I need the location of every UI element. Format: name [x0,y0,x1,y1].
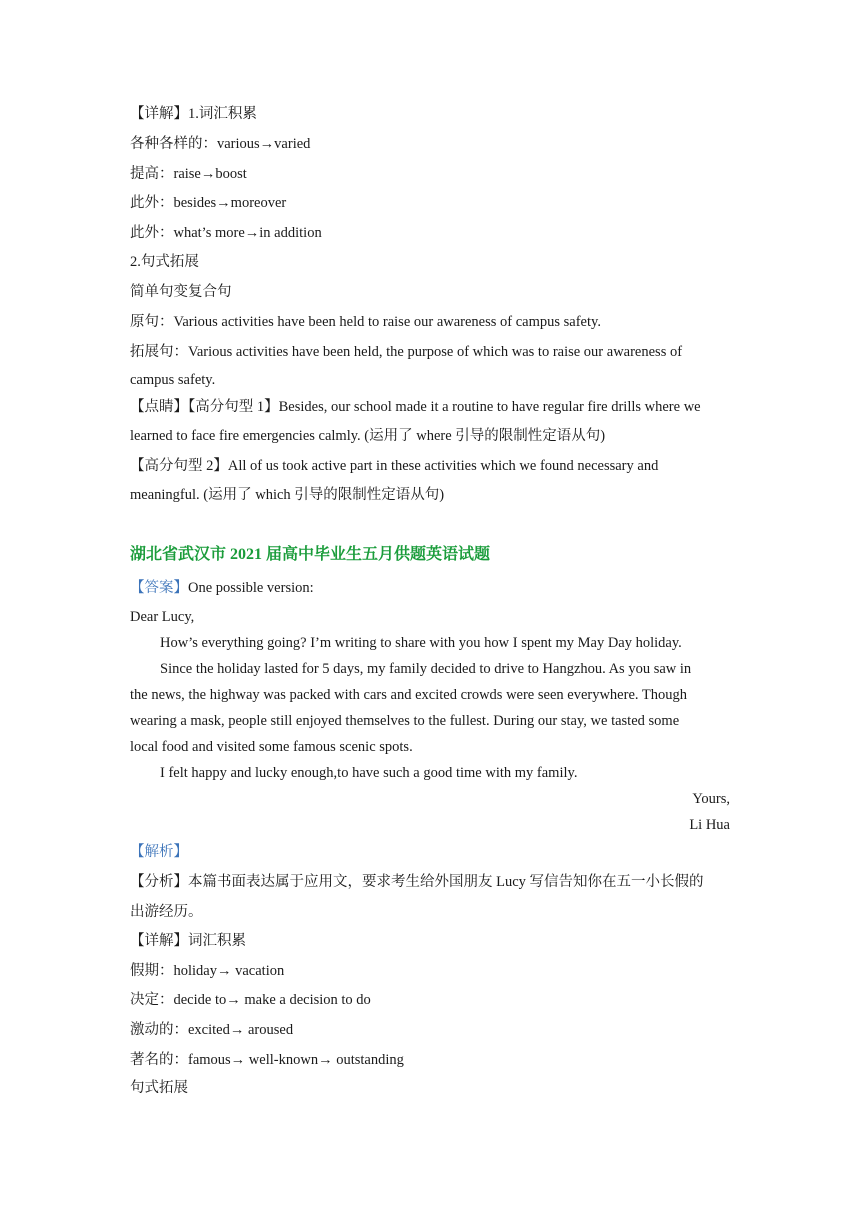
letter-paragraph-3: I felt happy and lucky enough,to have such a good time with my family. [160,765,578,781]
letter-paragraph-2-cont: local food and visited some famous scenic spots. [130,739,413,755]
detail-label: 【详解】1.词汇积累 [130,106,257,122]
extended-sentence: 拓展句：Various activities have been held, the purpose of which was to raise our awareness of [130,344,683,360]
sentence-heading: 2.句式拓展 [130,254,199,270]
highlight-sentence-2: 【高分句型 2】All of us took active part in these activities which we found necessary and [130,458,659,474]
extended-sentence-cont: campus safety. [130,372,216,388]
vocab-item: 此外：what’s more→in addition [130,225,322,241]
vocab-item: 提高：raise→boost [130,166,247,182]
sentence-heading: 句式拓展 [130,1080,188,1096]
letter-closing: Yours, [692,791,730,807]
answer-label: 【答案】 [130,580,188,596]
analysis-label: 【解析】 [130,844,188,860]
answer-intro: One possible version: [188,580,314,596]
highlight-sentence-2-cont: meaningful. (运用了 which 引导的限制性定语从句) [130,487,445,503]
letter-greeting: Dear Lucy, [130,609,195,625]
analysis-summary: 【分析】本篇书面表达属于应用文，要求考生给外国朋友 Lucy 写信告知你在五一小长假的 [130,874,704,890]
letter-paragraph-2-cont: wearing a mask, people still enjoyed themselves to the fullest. During our stay, we tasted some [130,713,680,729]
vocab-item: 决定：decide to→ make a decision to do [130,992,371,1008]
analysis-summary-cont: 出游经历。 [130,904,203,920]
letter-paragraph-2-cont: the news, the highway was packed with cars and excited crowds were seen everywhere. Though [130,687,687,703]
letter-signature: Li Hua [689,817,730,833]
vocab-item: 各种各样的：various→varied [130,136,311,152]
letter-paragraph-2: Since the holiday lasted for 5 days, my family decided to drive to Hangzhou. As you saw in [160,661,692,677]
vocab-item: 此外：besides→moreover [130,195,287,211]
vocab-item: 激动的：excited→ aroused [130,1022,294,1038]
analysis-detail-label: 【详解】词汇积累 [130,933,246,949]
sentence-type: 简单句变复合句 [130,284,232,300]
vocab-item: 假期：holiday→ vacation [130,963,285,979]
letter-paragraph-1: How’s everything going? I’m writing to share with you how I spent my May Day holiday. [160,635,682,651]
answer-line [130,578,730,598]
exam-title: 湖北省武汉市 2021 届高中毕业生五月供题英语试题 [130,546,491,563]
vocab-item: 著名的：famous→ well-known→ outstanding [130,1052,404,1068]
highlight-sentence-1-cont: learned to face fire emergencies calmly. (运用了 where 引导的限制性定语从句) [130,428,606,444]
original-sentence: 原句：Various activities have been held to raise our awareness of campus safety. [130,314,601,330]
highlight-sentence-1: 【点睛】【高分句型 1】Besides, our school made it a routine to have regular fire drills where we [130,399,701,415]
